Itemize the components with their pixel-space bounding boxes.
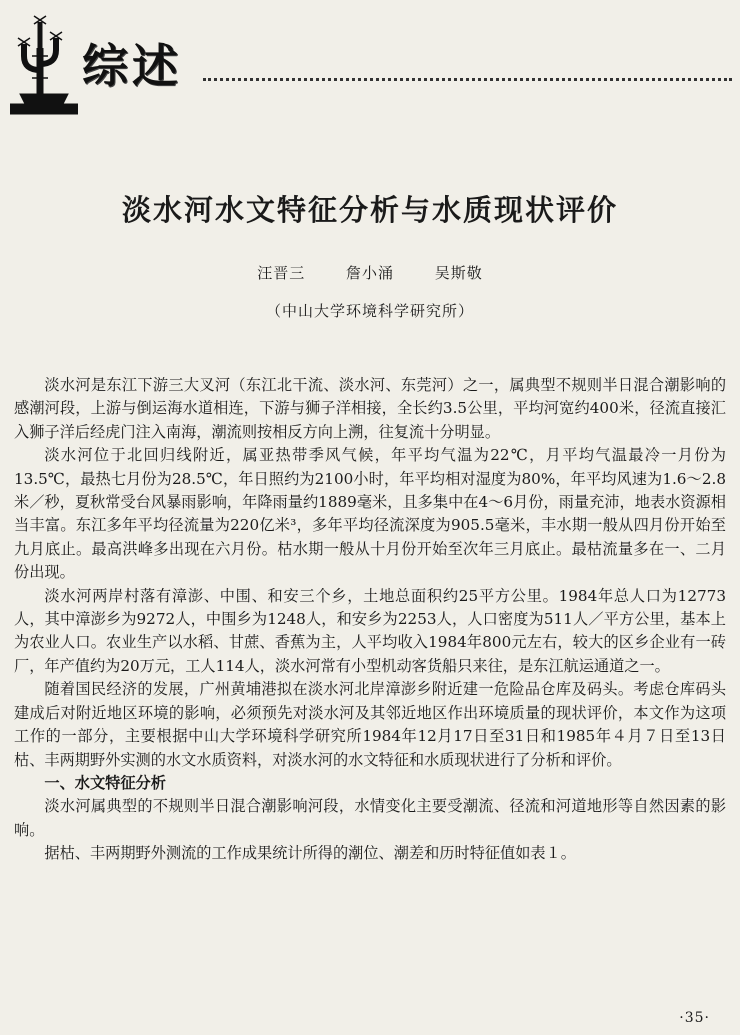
article-body — [14, 374, 726, 866]
body-paragraph: 淡水河位于北回归线附近，属亚热带季风气候，年平均气温为22℃，月平均气温最冷一月份为13.5℃，最热七月份为28.5℃，年日照约为2100小时，年平均相对湿度为80%，年平均风速为1.6～2.8米／秒，夏秋常受台风暴雨影响，年降雨量约1889毫米，且多集中在4～6月份，雨量充沛，地表水资源相当丰富。东江多年平均径流量为220亿米³，多年平均径流深度为905.5毫米，丰水期一般从四月份开始至九月底止。最高洪峰多出现在六月份。枯水期一般从十月份开始至次年三月底止。最枯流量多在一、二月份出现。 — [14, 446, 726, 582]
potted-cactus-icon — [10, 8, 78, 118]
section-header — [8, 8, 732, 120]
section-heading: 一、水文特征分析 — [44, 773, 166, 792]
body-paragraph: 淡水河两岸村落有漳澎、中围、和安三个乡，土地总面积约25平方公里。1984年总人口为12773人，其中漳澎乡为9272人，中围乡为1248人，和安乡为2253人，人口密度为511人／平方公里，基本上为农业人口。农业生产以水稻、甘蔗、香蕉为主，人平均收入1984年800元左右，较大的区乡企业有一砖厂，年产值约为20万元，工人114人，淡水河常有小型机动客货船只来往，是东江航运通道之一。 — [14, 586, 726, 675]
author-name: 詹小涌 — [345, 264, 394, 282]
page-number: ·35· — [679, 1010, 710, 1026]
header-divider — [203, 78, 732, 81]
author-name: 吴斯敬 — [434, 264, 483, 282]
body-paragraph: 据枯、丰两期野外测流的工作成果统计所得的潮位、潮差和历时特征值如表１。 — [44, 844, 576, 863]
body-paragraph: 随着国民经济的发展，广州黄埔港拟在淡水河北岸漳澎乡附近建一危险品仓库及码头。考虑仓库码头建成后对附近地区环境的影响，必须预先对淡水河及其邻近地区作出环境质量的现状评价，本文作为这项工作的一部分，主要根据中山大学环境科学研究所1984年12月17日至31日和1985年４月７日至13日枯、丰两期野外实测的水文水质资料，对淡水河的水文特征和水质现状进行了分析和评价。 — [14, 680, 726, 769]
article-title: 淡水河水文特征分析与水质现状评价 — [121, 193, 618, 227]
author-list — [0, 262, 740, 283]
body-paragraph: 淡水河属典型的不规则半日混合潮影响河段，水情变化主要受潮流、径流和河道地形等自然因素的影响。 — [14, 797, 726, 839]
affiliation: （中山大学环境科学研究所） — [265, 302, 474, 320]
author-name: 汪晋三 — [257, 264, 306, 282]
section-label: 综述 — [82, 39, 182, 93]
body-paragraph: 淡水河是东江下游三大叉河（东江北干流、淡水河、东莞河）之一，属典型不规则半日混合潮影响的感潮河段，上游与倒运海水道相连，下游与狮子洋相接，全长约3.5公里，平均河宽约400米，径流直接汇入狮子洋后经虎门注入南海，潮流则按相反方向上溯，往复流十分明显。 — [14, 376, 726, 441]
